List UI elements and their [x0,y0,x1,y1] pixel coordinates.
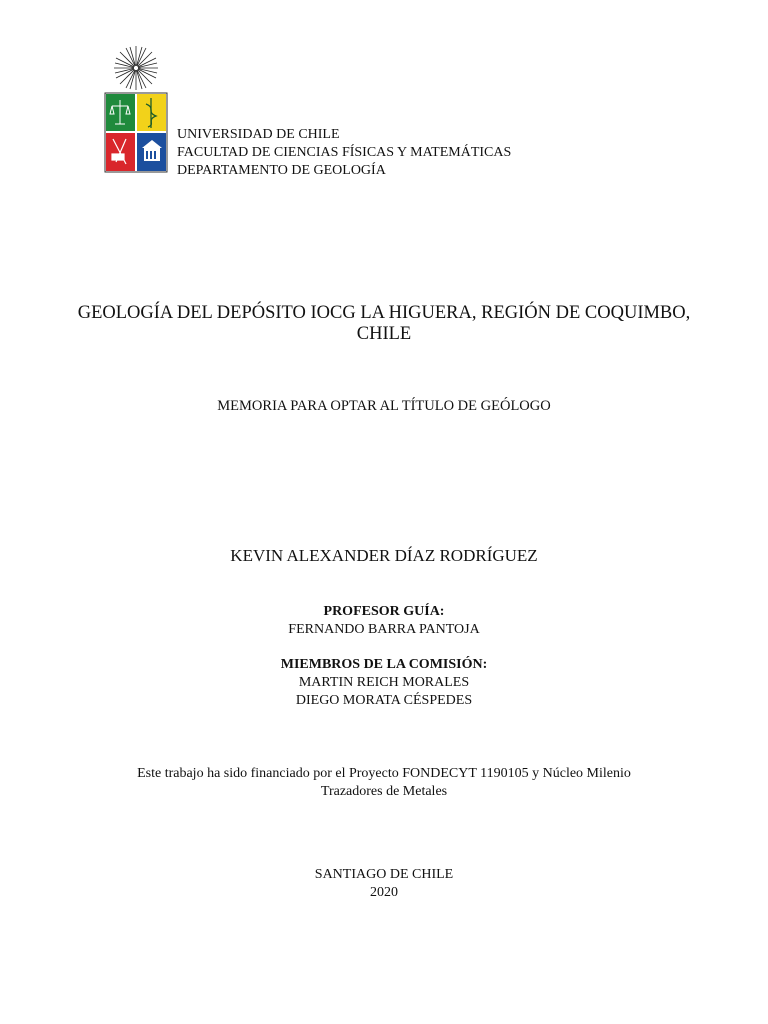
thesis-title-line-2: CHILE [356,324,412,344]
year: 2020 [370,885,398,900]
committee-label: MIEMBROS DE LA COMISIÓN: [280,657,488,672]
funding-note-line-2: Trazadores de Metales [320,784,448,799]
committee-member: DIEGO MORATA CÉSPEDES [295,693,473,708]
author-name: KEVIN ALEXANDER DÍAZ RODRÍGUEZ [230,546,538,565]
thesis-subtitle: MEMORIA PARA OPTAR AL TÍTULO DE GEÓLOGO [217,398,551,414]
funding-note-line-1: Este trabajo ha sido financiado por el Proyecto FONDECYT 1190105 y Núcleo Milenio [137,766,631,781]
advisor-label: PROFESOR GUÍA: [323,604,445,619]
shield-icon [105,93,167,172]
advisor-name: FERNANDO BARRA PANTOJA [288,622,480,637]
university-name: UNIVERSIDAD DE CHILE [177,127,340,142]
faculty-name: FACULTAD DE CIENCIAS FÍSICAS Y MATEMÁTICAS [177,145,512,160]
committee-member: MARTIN REICH MORALES [298,675,470,690]
thesis-title-line-1: GEOLOGÍA DEL DEPÓSITO IOCG LA HIGUERA, REGIÓN DE COQUIMBO, [77,303,691,323]
university-coat-of-arms-logo [104,44,168,174]
department-name: DEPARTAMENTO DE GEOLOGÍA [177,163,386,178]
place: SANTIAGO DE CHILE [314,867,454,882]
